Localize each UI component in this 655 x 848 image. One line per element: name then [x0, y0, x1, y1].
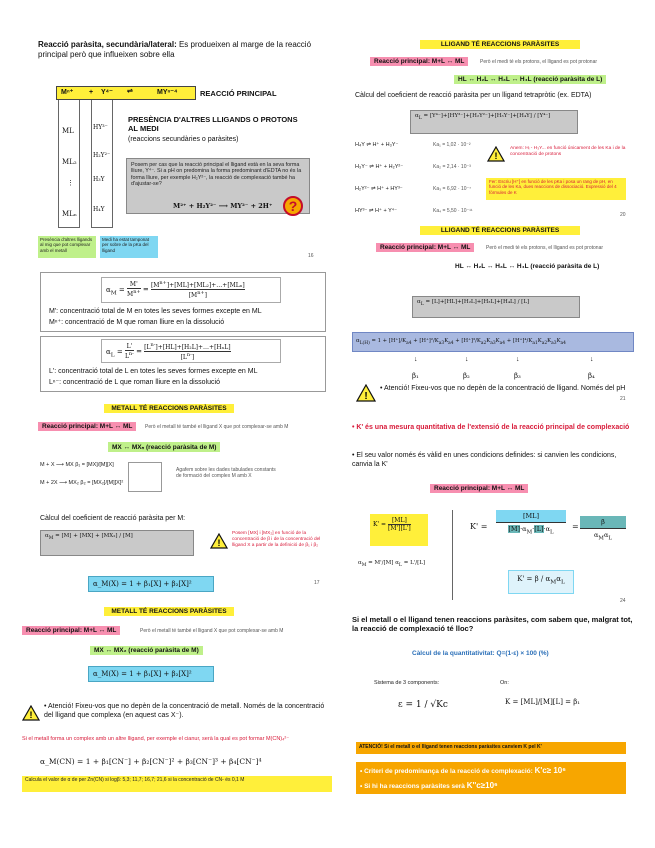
page-num-a: 16 [308, 253, 314, 259]
yellow-note: Fer: Escriu [H⁺] en funció de les pKa i posa un rang de pH, en funció de les Ka, dues reaccions de dissociació. Expressió del 4 fórmules de K [489, 179, 617, 195]
cn-text: Si el metall forma un complex amb un altre lligand, per exemple el cianur, serà la qual es pot formar M(CN)₄²⁻ [22, 736, 290, 742]
ml-dots: ⋮ [67, 180, 74, 187]
hint-text: Posem per cas que la reacció principal el lligand està en la seva forma lliure, Y⁴⁻. Si a pH on predomina la forma predominant d'EDTA no és la forma lliure, per exemple H₂Y²⁻, la reacció de complexació també ha d'ajustar-se? [131, 162, 302, 188]
alpha-m-eq-box: α_M(X) = 1 + β₁[X] + β₂[X]² [88, 576, 214, 592]
presence-sub: (reaccions secundàries o paràsites) [128, 136, 239, 143]
metal2-eq-box: α_M(X) = 1 + β₁[X] + β₂[X]² [88, 666, 214, 682]
note-blue-text: Medi ha estat tamponat per sobre de la pKa del lligand [102, 237, 150, 253]
criteria-2 [360, 781, 498, 791]
criteria-2-text: • Si hi ha reaccions paràsites serà [360, 783, 465, 790]
page-num-b: 17 [314, 580, 320, 586]
hint-eq: M²⁺ + H₂Y²⁻ ⟶ MY²⁻ + 2H⁺ [173, 202, 273, 210]
alpha-m-def: $\alpha_M = M'/[M] \alpha_L = L'/[L]$ [358, 560, 426, 569]
beta-arrow-3: ↓ [516, 356, 520, 363]
k-beta-eq: K = [ML]/[M][L] = β₁ [505, 698, 581, 706]
question-icon: ? [283, 196, 303, 216]
ka-1: Ka₁ = 1,02 · 10⁻² [433, 142, 471, 148]
equilibrium-3: H₂Y²⁻ ⇌ H⁺ + HY³⁻ [355, 186, 403, 192]
warning-icon-4 [356, 384, 376, 402]
metal-step-1: M + X ⟶ MX β₁ = [MX]/[M][X] [40, 462, 114, 468]
beta-label-1: β₁ [412, 372, 419, 380]
kprime-valid: • El seu valor només és vàlid en unes condicions definides: si canvien les condicions, canvia la K' [352, 452, 617, 468]
m-species: Mⁿ⁺ [61, 89, 74, 96]
quant-title: Càlcul de la quantitativitat: Q=(1-ε) × 100 (%) [412, 650, 549, 657]
criteria-1-text: • Criteri de predominança de la reacció de complexació: [360, 768, 533, 775]
hy-3: H₃Y [93, 176, 105, 183]
beta-label-3: β₃ [514, 372, 521, 380]
page-num-c: 20 [620, 212, 626, 218]
metal2-main: Reacció principal: M+L ↔ ML [22, 626, 120, 635]
metal-title: METALL TÉ REACCIONS PARÀSITES [104, 404, 234, 413]
ligand-title: LLIGAND TÉ REACCIONS PARÀSITES [420, 40, 580, 49]
ml-2: ML₂ [62, 158, 77, 166]
ka-4: Ka₄ = 5,50 · 10⁻¹¹ [433, 208, 473, 214]
y-species: Y⁴⁻ [101, 89, 113, 96]
on-label: On: [500, 680, 509, 686]
principal-label: REACCIÓ PRINCIPAL [200, 89, 277, 98]
ligand-title-2: LLIGAND TÉ REACCIONS PARÀSITES [420, 226, 580, 235]
metal-main-note: Però el metall té també el lligand X que pot complexar-se amb M [145, 424, 289, 430]
alpha-l-formula: $\alpha_L$ = $\frac{L'}{L^{n-}}$ = $\frac{[L^{n-}]+[HL]+[H_2L]+\dots+[H_nL]}{[L^{n-}]}$ [101, 339, 281, 363]
epsilon-eq: ε = 1 / √Kc [398, 700, 448, 710]
warning-icon-2 [22, 705, 40, 721]
criteria-1-value: K'c≥ 10⁶ [534, 766, 566, 775]
hy-2: H₂Y²⁻ [93, 152, 111, 159]
beta-box [128, 462, 162, 492]
lig-main-note: Però el medi té els protons, el lligand es pot protonar [480, 59, 598, 65]
equilibrium-4: HY³⁻ ⇌ H⁺ + Y⁴⁻ [355, 208, 398, 214]
metal-main: Reacció principal: M+L ↔ ML [38, 422, 136, 431]
alpha-m-text1: M': concentració total de M en totes les seves formes excepte en ML [49, 308, 262, 315]
criteria-1 [360, 766, 566, 776]
cn-task-box [22, 776, 332, 792]
alpha-calc-formula: $\alpha_M = [M] + [MX] + [MX_2] / [M]$ [40, 530, 194, 556]
attention-right: • Atenció! Fixeu-vos que no depèn de la concentració de lligand. Només del pH [380, 385, 626, 392]
lig-parasite: HL ↔ H₂L ↔ H₃L ↔ H₄L (reacció paràsita de L) [454, 75, 606, 84]
cn-task: Calcula el valor de α de per Zn(CN) si logβ: 5,3; 11,7; 16,7; 21,6 si la concentració de CN- és 0,1 M [25, 777, 245, 783]
warning-bar [356, 742, 626, 754]
lig2-parasite: HL ↔ H₂L ↔ H₃L ↔ H₄L (reacció paràsita de L) [455, 263, 600, 270]
lig2-main: Reacció principal: M+L ↔ ML [376, 243, 474, 252]
svg-text:!: ! [217, 538, 221, 548]
metal-steps-note: Agafem sobre les dades tabulades constants de formació del complex M amb X [176, 467, 276, 479]
metal2-parasite: MX ↔ MX₂ (reacció paràsita de M) [90, 646, 203, 655]
equilibrium-2: H₃Y⁻ ⇌ H⁺ + H₂Y²⁻ [355, 164, 404, 170]
svg-text:!: ! [364, 391, 368, 402]
plus-sign: + [89, 89, 94, 96]
product: MYⁿ⁻⁴ [157, 89, 178, 96]
alpha-l-box [40, 336, 326, 392]
lig-calc: Càlcul del coeficient de reacció paràsita per un lligand tetrapròtic (ex. EDTA) [355, 92, 592, 99]
system-label: Sistema de 3 components: [374, 680, 440, 686]
beta-label-2: β₂ [463, 372, 470, 380]
criteria-2-value: K''c≥10⁶ [466, 781, 498, 790]
brace-line [452, 510, 453, 600]
note-green-text: Presència d'altres lligands al mig que pot complexar amb el metall [40, 237, 93, 253]
hy-1: HY³⁻ [93, 124, 108, 131]
alpha-m-box [40, 272, 326, 332]
eq-arrow: ⇌ [127, 88, 133, 95]
ka-3: Ka₃ = 6,92 · 10⁻⁷ [433, 186, 472, 192]
cn-eq: α_M(CN) = 1 + β₁[CN⁻] + β₂[CN⁻]² + β₃[CN⁻]³ + β₄[CN⁻]⁴ [40, 757, 262, 766]
warn-note: Anem: Hᵢ - H₃Y... en funció únicament de les Ka i de la concentració de protons [510, 146, 626, 157]
kprime-box: K' = $\frac{[ML]}{[M'][L']}$ [370, 514, 428, 546]
note-green [38, 236, 96, 258]
lig-alpha-formula: $\alpha_L = [Y^{4-}]+[HY^{3-}]+[H_2Y^{2-}]+[H_3Y^-]+[H_4Y] / [Y^{4-}]$ [410, 110, 578, 134]
intro-text: Es produeixen al marge de la reacció principal però que influeixen sobre ella [38, 40, 312, 59]
kprime-main: Reacció principal: M+L ↔ ML [430, 484, 528, 493]
page-num-e: 24 [620, 598, 626, 604]
criteria-box [356, 762, 626, 794]
note-blue [100, 236, 158, 258]
alpha-m-formula: $\alpha_M$ = $\frac{M'}{M^{n+}}$ = $\frac{[M^{n+}]+[ML]+[ML_2]+\dots+[ML_n]}{[M^{n+}]}$ [101, 277, 281, 303]
reaction-bar [56, 86, 196, 100]
metal-title-2: METALL TÉ REACCIONS PARÀSITES [104, 607, 234, 616]
kprime-result: $K' = \beta / \alpha_M\alpha_L$ [508, 570, 574, 594]
page-num-d: 21 [620, 396, 626, 402]
svg-text:!: ! [494, 151, 498, 161]
metal-parasite: MX ↔ MXₙ (reacció paràsita de M) [108, 442, 220, 452]
kprime-frac: [ML] $[M]\cdot\alpha_M$ $[L]\cdot\alpha_L$ [496, 510, 566, 550]
svg-text:!: ! [29, 710, 33, 720]
beta-arrow-1: ↓ [414, 356, 418, 363]
ml-1: ML [62, 127, 74, 135]
hy-4: H₄Y [93, 206, 105, 213]
alpha-calc-title: Càlcul del coeficient de reacció paràsita per M: [40, 515, 186, 522]
ml-n: MLₙ [62, 210, 77, 218]
alpha-l-text1: L': concentració total de L en totes les seves formes excepte en ML [49, 368, 258, 375]
beta-arrow-2: ↓ [465, 356, 469, 363]
kprime-bullet: • K' és una mesura quantitativa de l'extensió de la reacció principal de complexació [352, 424, 630, 431]
warning-bar-text: ATENCIÓ! Si el metall o el lligand tenen reaccions paràsites canviem K pel K' [359, 744, 542, 750]
metal-step-2: M + 2X ⟶ MX₂ β₂ = [MX₂]/[M][X]² [40, 480, 124, 486]
kprime-label: K' = [470, 522, 488, 531]
attention-left: • Atenció! Fixeu-vos que no depèn de la concentració de metall. Només de la concentració del lligand que complexa (en aquest cas X⁻). [44, 703, 325, 719]
lig2-main-note: Però el medi té els protons, el lligand es pot protonar [486, 245, 604, 251]
yellow-note-box [486, 178, 626, 200]
beta-arrow-4: ↓ [590, 356, 594, 363]
metal2-main-note: Però el metall té també el lligand X que pot complexar-se amb M [140, 628, 284, 634]
lig-main: Reacció principal: M+L ↔ ML [370, 57, 468, 66]
equilibrium-1: H₄Y ⇌ H⁺ + H₃Y⁻ [355, 142, 399, 148]
kprime-beta-frac: β $\alpha_M\alpha_L$ [580, 516, 626, 548]
warning-icon [210, 533, 228, 549]
alpha-expanded-eq: $\alpha_{L(H)} = 1 + [H^+]/K_{a4} + [H^+]^2/K_{a3}K_{a4} + [H^+]^3/K_{a2}K_{a3}K_{a4} + [H^+]^4/K_{a1}K_{a2}K_{a3}K_{a4}$ [352, 332, 634, 352]
presence-title: PRESÈNCIA D'ALTRES LLIGANDS O PROTONS AL MEDI [128, 115, 298, 134]
alpha-m-text2: Mⁿ⁺: concentració de M que roman lliure en la dissolució [49, 319, 225, 326]
kprime-eq: = [572, 522, 579, 531]
question: Si el metall o el lligand tenen reaccions paràsites, com sabem que, malgrat tot, la reacció de complexació té lloc? [352, 615, 633, 634]
intro [38, 40, 328, 60]
alpha-l-text2: Lⁿ⁻: concentració de L que roman lliure en la dissolució [49, 379, 220, 386]
ka-2: Ka₂ = 2,14 · 10⁻³ [433, 164, 471, 170]
intro-title: Reacció paràsita, secundària/lateral: [38, 40, 177, 49]
lig2-alpha-formula: $\alpha_L = [L]+[HL]+[H_2L]+[H_3L]+[H_4L] / [L]$ [412, 296, 580, 318]
warning-icon-3 [487, 146, 505, 162]
beta-label-4: β₄ [588, 372, 595, 380]
alpha-calc-note: Posem [MX] i [MX₂] en funció de la concentració de β i de la concentració del lligand X a partir de la definició de β₁ i β₂ [232, 531, 321, 548]
